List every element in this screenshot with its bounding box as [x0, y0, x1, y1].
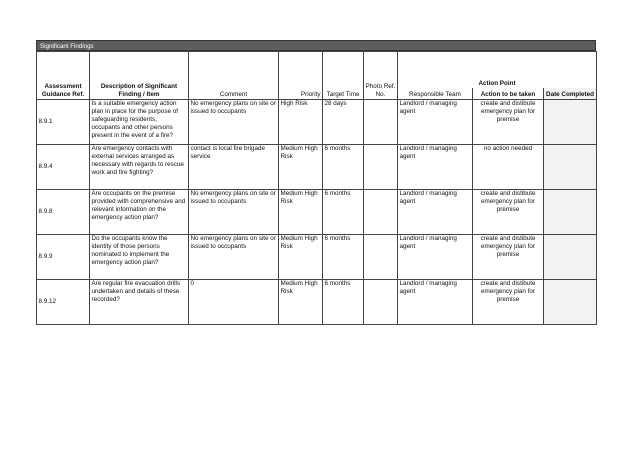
cell-target-time: 28 days [323, 100, 364, 145]
cell-ref: 8.9.8 [37, 190, 90, 235]
table-row [37, 100, 597, 145]
cell-responsible-team: Landlord / managing agent [398, 100, 473, 145]
table-row [37, 280, 597, 325]
cell-priority: High Risk [279, 100, 323, 145]
cell-description: Are regular fire evacuation drills undertaken and details of these recorded? [90, 280, 189, 325]
cell-action: create and distibute emergency plan for premise [473, 280, 544, 325]
header-comment: Comment [189, 52, 279, 100]
cell-comment: No emergency plans on site or issued to occupants [189, 190, 279, 235]
table-row [37, 235, 597, 280]
cell-action: no action needed [473, 145, 544, 190]
cell-responsible-team: Landlord / managing agent [398, 145, 473, 190]
cell-action: create and distibute emergency plan for premise [473, 100, 544, 145]
header-action-point: Action Point [398, 52, 597, 89]
header-description: Description of Significant Finding / Item [90, 52, 189, 100]
cell-responsible-team: Landlord / managing agent [398, 280, 473, 325]
cell-photo-ref [364, 100, 398, 145]
header-priority: Priority [279, 52, 323, 100]
cell-photo-ref [364, 280, 398, 325]
table-row [37, 190, 597, 235]
cell-ref: 8.9.9 [37, 235, 90, 280]
header-photo-ref: Photo Ref. No. [364, 52, 398, 100]
cell-date-completed [544, 145, 597, 190]
cell-target-time: 6 months [323, 145, 364, 190]
header-ref: Assessment Guidance Ref. [37, 52, 90, 100]
table-row [37, 145, 597, 190]
cell-target-time: 6 months [323, 235, 364, 280]
findings-sheet [36, 40, 596, 325]
header-target-time: Target Time [323, 52, 364, 100]
cell-target-time: 6 months [323, 190, 364, 235]
header-responsible-team: Responsible Team [398, 88, 473, 99]
cell-comment: 0 [189, 280, 279, 325]
header-row-top [37, 52, 597, 89]
cell-ref: 8.9.1 [37, 100, 90, 145]
cell-target-time: 6 months [323, 280, 364, 325]
cell-photo-ref [364, 145, 398, 190]
cell-date-completed [544, 100, 597, 145]
cell-photo-ref [364, 190, 398, 235]
cell-photo-ref [364, 235, 398, 280]
cell-action: create and distibute emergency plan for premise [473, 235, 544, 280]
cell-ref: 8.9.12 [37, 280, 90, 325]
cell-comment: No emergency plans on site or issued to occupants [189, 235, 279, 280]
cell-priority: Medium High Risk [279, 280, 323, 325]
header-date-completed: Date Completed [544, 88, 597, 99]
cell-description: Are emergency contacts with external services arranged as necessary with regards to rescue work and fire fighting? [90, 145, 189, 190]
cell-action: create and distibute emergency plan for premise [473, 190, 544, 235]
cell-comment: contact is local fire brigade service [189, 145, 279, 190]
section-title-bar: Significant Findings [36, 40, 596, 51]
cell-priority: Medium High Risk [279, 145, 323, 190]
cell-date-completed [544, 280, 597, 325]
cell-description: Do the occupants know the identity of those persons nominated to implement the emergency action plan? [90, 235, 189, 280]
cell-description: Is a suitable emergency action plan in place for the purpose of safeguarding residents, occupants and other persons present in the event of a fire? [90, 100, 189, 145]
findings-table [36, 51, 597, 325]
cell-ref: 8.9.4 [37, 145, 90, 190]
cell-priority: Medium High Risk [279, 190, 323, 235]
cell-responsible-team: Landlord / managing agent [398, 235, 473, 280]
cell-date-completed [544, 235, 597, 280]
cell-date-completed [544, 190, 597, 235]
cell-priority: Medium High Risk [279, 235, 323, 280]
cell-comment: No emergency plans on site or issued to occupants [189, 100, 279, 145]
header-action: Action to be taken [473, 88, 544, 99]
cell-description: Are occupants on the premise provided with comprehensive and relevant information on the emergency action plan? [90, 190, 189, 235]
cell-responsible-team: Landlord / managing agent [398, 190, 473, 235]
